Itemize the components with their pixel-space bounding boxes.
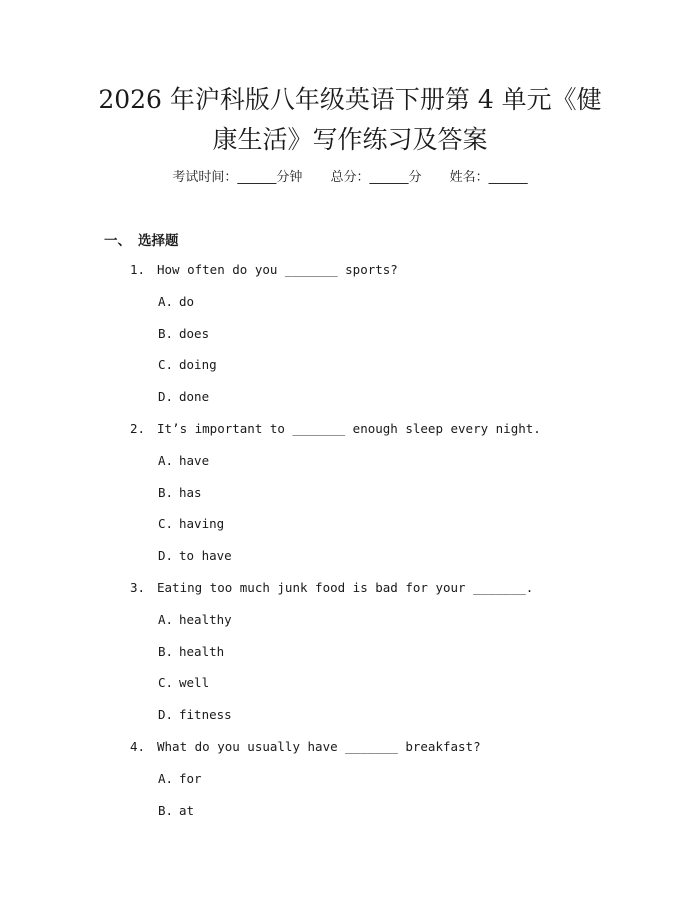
option-text: to have [179,548,232,564]
question-number: 3. [130,579,146,595]
question-stem [130,258,541,290]
question-stem [130,735,541,767]
answer-option[interactable] [130,385,541,417]
total-score [330,168,421,188]
answer-option[interactable] [130,290,541,322]
question-text: What do you usually have _______ breakfast? [157,738,481,754]
option-text: has [179,484,202,500]
answer-option[interactable] [130,608,541,640]
answer-option[interactable] [130,353,541,385]
question-stem [130,576,541,608]
option-text: have [179,452,210,468]
option-letter: C. [158,516,174,532]
total-score-unit: 分 [408,170,422,185]
exam-time-unit: 分钟 [276,170,303,185]
option-letter: B. [158,643,174,659]
question-number: 2. [130,420,146,436]
option-text: healthy [179,611,232,627]
answer-option[interactable] [130,449,541,481]
option-letter: A. [158,611,174,627]
question-number: 1. [130,262,146,277]
question-text: How often do you _______ sports? [157,262,398,277]
option-letter: A. [158,293,174,309]
option-letter: B. [158,484,174,500]
question-item [130,417,541,576]
option-text: having [179,516,225,532]
question-number: 4. [130,738,146,754]
option-letter: D. [158,707,174,723]
option-text: does [179,325,210,341]
option-text: at [179,802,195,818]
answer-option[interactable] [130,799,541,831]
section-number: 一、 [104,233,131,249]
student-name [450,168,528,188]
section-heading [104,229,179,249]
option-letter: A. [158,770,174,786]
option-text: fitness [179,707,232,723]
option-text: done [179,389,210,405]
option-letter: B. [158,802,174,818]
answer-option[interactable] [130,767,541,799]
title-line-1: 2026 年沪科版八年级英语下册第 4 单元《健 [98,85,602,114]
exam-info-line [0,168,700,188]
option-letter: D. [158,389,174,405]
question-stem [130,417,541,449]
option-letter: A. [158,452,174,468]
answer-option[interactable] [130,671,541,703]
answer-option[interactable] [130,544,541,576]
answer-option[interactable] [130,322,541,354]
option-letter: B. [158,325,174,341]
student-name-blank: ______ [488,170,528,185]
section-title: 选择题 [138,233,179,249]
question-item [130,258,541,417]
document-title [60,80,640,160]
question-text: It’s important to _______ enough sleep every night. [157,420,541,436]
exam-time-label: 考试时间： [172,170,238,185]
answer-option[interactable] [130,703,541,735]
answer-option[interactable] [130,640,541,672]
question-item [130,576,541,735]
option-letter: C. [158,357,174,373]
option-text: doing [179,357,217,373]
option-text: health [179,643,225,659]
option-letter: D. [158,548,174,564]
total-score-blank: ______ [369,170,409,185]
title-line-2: 康生活》写作练习及答案 [212,125,488,154]
question-item [130,735,541,830]
question-text: Eating too much junk food is bad for your _______. [157,579,534,595]
option-letter: C. [158,675,174,691]
answer-option[interactable] [130,481,541,513]
exam-time [172,168,302,188]
option-text: well [179,675,210,691]
option-text: for [179,770,202,786]
option-text: do [179,293,195,309]
question-list [130,258,541,830]
answer-option[interactable] [130,512,541,544]
student-name-label: 姓名： [449,170,489,185]
total-score-label: 总分： [330,170,370,185]
exam-time-blank: ______ [237,170,277,185]
